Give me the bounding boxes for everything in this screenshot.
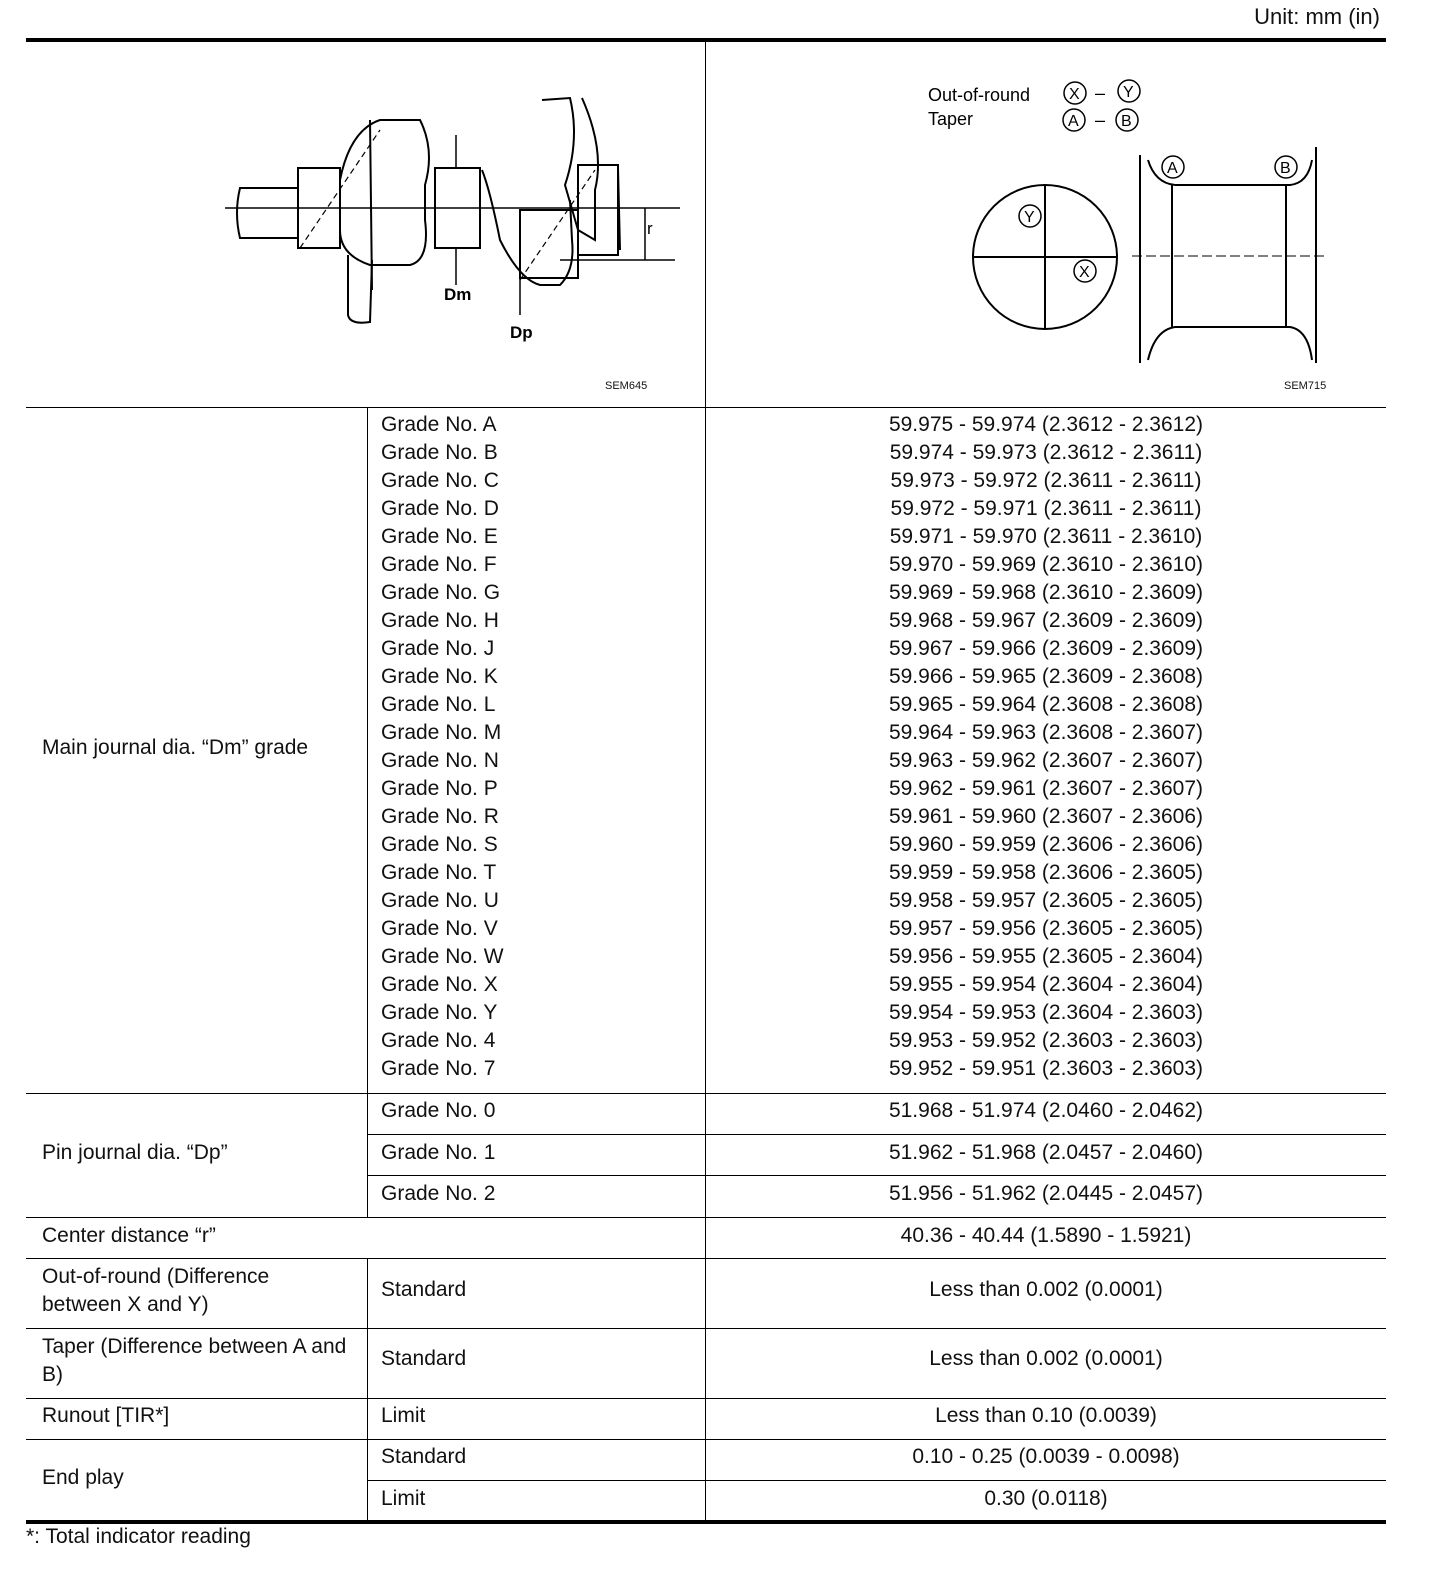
dash-1: –: [1095, 83, 1106, 103]
a-position-label: A: [1167, 160, 1178, 177]
pin-grade-1: Grade No. 1: [381, 1141, 496, 1164]
out-of-round-sub: Standard: [381, 1278, 467, 1301]
out-of-round-label: Out-of-round (Difference between X and Y): [42, 1265, 270, 1316]
pin-grade-0: Grade No. 0: [381, 1099, 496, 1122]
main-grade-label: Grade No. E: [381, 525, 498, 548]
center-distance-label: Center distance “r”: [42, 1224, 216, 1247]
main-grade-value: 59.970 - 59.969 (2.3610 - 2.3610): [888, 553, 1204, 576]
end-play-value-0: 0.10 - 0.25 (0.0039 - 0.0098): [912, 1445, 1180, 1468]
main-grade-label: Grade No. Y: [381, 1001, 498, 1024]
main-grade-value: 59.966 - 59.965 (2.3609 - 2.3608): [888, 665, 1204, 688]
main-grade-label: Grade No. N: [381, 749, 499, 772]
main-grade-value: 59.953 - 59.952 (2.3603 - 2.3603): [888, 1029, 1204, 1052]
main-grade-value: 59.956 - 59.955 (2.3605 - 2.3604): [888, 945, 1204, 968]
taper-sub: Standard: [381, 1347, 467, 1370]
main-grade-value: 59.958 - 59.957 (2.3605 - 2.3605): [888, 889, 1204, 912]
b-position-label: B: [1280, 160, 1291, 177]
right-figure-caption: SEM715: [1284, 380, 1327, 392]
main-grade-label: Grade No. L: [381, 693, 496, 716]
main-grade-value: 59.962 - 59.961 (2.3607 - 2.3607): [888, 777, 1204, 800]
end-play-value-1: 0.30 (0.0118): [984, 1487, 1108, 1510]
main-grade-value: 59.960 - 59.959 (2.3606 - 2.3606): [888, 833, 1204, 856]
main-grade-label: Grade No. G: [381, 581, 501, 604]
x-marker: X: [1069, 86, 1080, 103]
main-grade-value: 59.971 - 59.970 (2.3611 - 2.3610): [889, 525, 1203, 548]
main-grade-value: 59.968 - 59.967 (2.3609 - 2.3609): [888, 609, 1204, 632]
b-marker: B: [1121, 113, 1132, 130]
main-grade-label: Grade No. D: [381, 497, 499, 520]
end-play-sub-0: Standard: [381, 1445, 467, 1468]
left-figure-caption: SEM645: [605, 380, 648, 392]
taper-label: Taper (Difference between A and B): [42, 1335, 347, 1386]
main-grade-value: 59.973 - 59.972 (2.3611 - 2.3611): [890, 469, 1202, 492]
y-marker: Y: [1123, 84, 1134, 101]
end-play-sub-1: Limit: [381, 1487, 426, 1510]
main-grade-value: 59.955 - 59.954 (2.3604 - 2.3604): [888, 973, 1204, 996]
main-grade-label: Grade No. C: [381, 469, 499, 492]
taper-value: Less than 0.002 (0.0001): [929, 1347, 1163, 1370]
main-grade-label: Grade No. F: [381, 553, 497, 576]
runout-value: Less than 0.10 (0.0039): [935, 1404, 1157, 1427]
pin-value-2: 51.956 - 51.962 (2.0445 - 2.0457): [888, 1182, 1204, 1205]
main-grade-label: Grade No. A: [381, 413, 497, 436]
main-grade-value: 59.974 - 59.973 (2.3612 - 2.3611): [889, 441, 1203, 464]
crankshaft-figure: [220, 90, 690, 390]
dp-label: Dp: [510, 323, 533, 342]
main-grade-value: 59.963 - 59.962 (2.3607 - 2.3607): [888, 749, 1204, 772]
unit-label: Unit: mm (in): [1254, 4, 1380, 29]
runout-sub: Limit: [381, 1404, 426, 1427]
main-grade-value: 59.972 - 59.971 (2.3611 - 2.3611): [890, 497, 1202, 520]
main-journal-label: Main journal dia. “Dm” grade: [42, 736, 309, 759]
center-distance-value: 40.36 - 40.44 (1.5890 - 1.5921): [900, 1224, 1192, 1247]
main-grade-value: 59.975 - 59.974 (2.3612 - 2.3612): [888, 413, 1204, 436]
main-grade-label: Grade No. 4: [381, 1029, 496, 1052]
dm-label: Dm: [444, 285, 472, 304]
main-grade-label: Grade No. T: [381, 861, 497, 884]
main-grade-label: Grade No. M: [381, 721, 502, 744]
pin-grade-2: Grade No. 2: [381, 1182, 496, 1205]
main-grade-label: Grade No. U: [381, 889, 499, 912]
runout-label: Runout [TIR*]: [42, 1404, 170, 1427]
r-label: r: [647, 219, 653, 238]
table-top-rule: [26, 38, 1386, 42]
main-grade-value: 59.964 - 59.963 (2.3608 - 2.3607): [888, 721, 1204, 744]
main-grade-label: Grade No. B: [381, 441, 498, 464]
main-grade-label: Grade No. P: [381, 777, 498, 800]
pin-value-0: 51.968 - 51.974 (2.0460 - 2.0462): [888, 1099, 1204, 1122]
out-of-round-label: Out-of-round: [928, 85, 1031, 105]
main-grade-label: Grade No. J: [381, 637, 495, 660]
main-grade-value: 59.952 - 59.951 (2.3603 - 2.3603): [888, 1057, 1204, 1080]
dash-2: –: [1095, 110, 1106, 130]
x-axis-label: X: [1079, 264, 1090, 281]
measurement-figure: [920, 75, 1360, 375]
end-play-label: End play: [42, 1466, 124, 1489]
main-grade-label: Grade No. R: [381, 805, 499, 828]
main-grade-label: Grade No. 7: [381, 1057, 496, 1080]
main-grade-value: 59.954 - 59.953 (2.3604 - 2.3603): [888, 1001, 1204, 1024]
table-bottom-rule: [26, 1520, 1386, 1524]
a-marker: A: [1068, 113, 1079, 130]
main-grade-label: Grade No. V: [381, 917, 498, 940]
main-grade-label: Grade No. K: [381, 665, 498, 688]
y-axis-label: Y: [1024, 209, 1035, 226]
main-grade-label: Grade No. S: [381, 833, 498, 856]
main-grade-value: 59.957 - 59.956 (2.3605 - 2.3605): [888, 917, 1204, 940]
pin-value-1: 51.962 - 51.968 (2.0457 - 2.0460): [888, 1141, 1204, 1164]
footnote: *: Total indicator reading: [26, 1525, 251, 1548]
main-grade-value: 59.959 - 59.958 (2.3606 - 2.3605): [888, 861, 1204, 884]
main-grade-value: 59.967 - 59.966 (2.3609 - 2.3609): [888, 637, 1204, 660]
main-grade-value: 59.965 - 59.964 (2.3608 - 2.3608): [888, 693, 1204, 716]
main-grade-label: Grade No. X: [381, 973, 498, 996]
out-of-round-value: Less than 0.002 (0.0001): [929, 1278, 1163, 1301]
pin-journal-label: Pin journal dia. “Dp”: [42, 1141, 228, 1164]
main-grade-label: Grade No. H: [381, 609, 499, 632]
main-grade-value: 59.969 - 59.968 (2.3610 - 2.3609): [888, 581, 1204, 604]
taper-label: Taper: [928, 109, 974, 129]
main-grade-label: Grade No. W: [381, 945, 504, 968]
main-grade-value: 59.961 - 59.960 (2.3607 - 2.3606): [888, 805, 1204, 828]
